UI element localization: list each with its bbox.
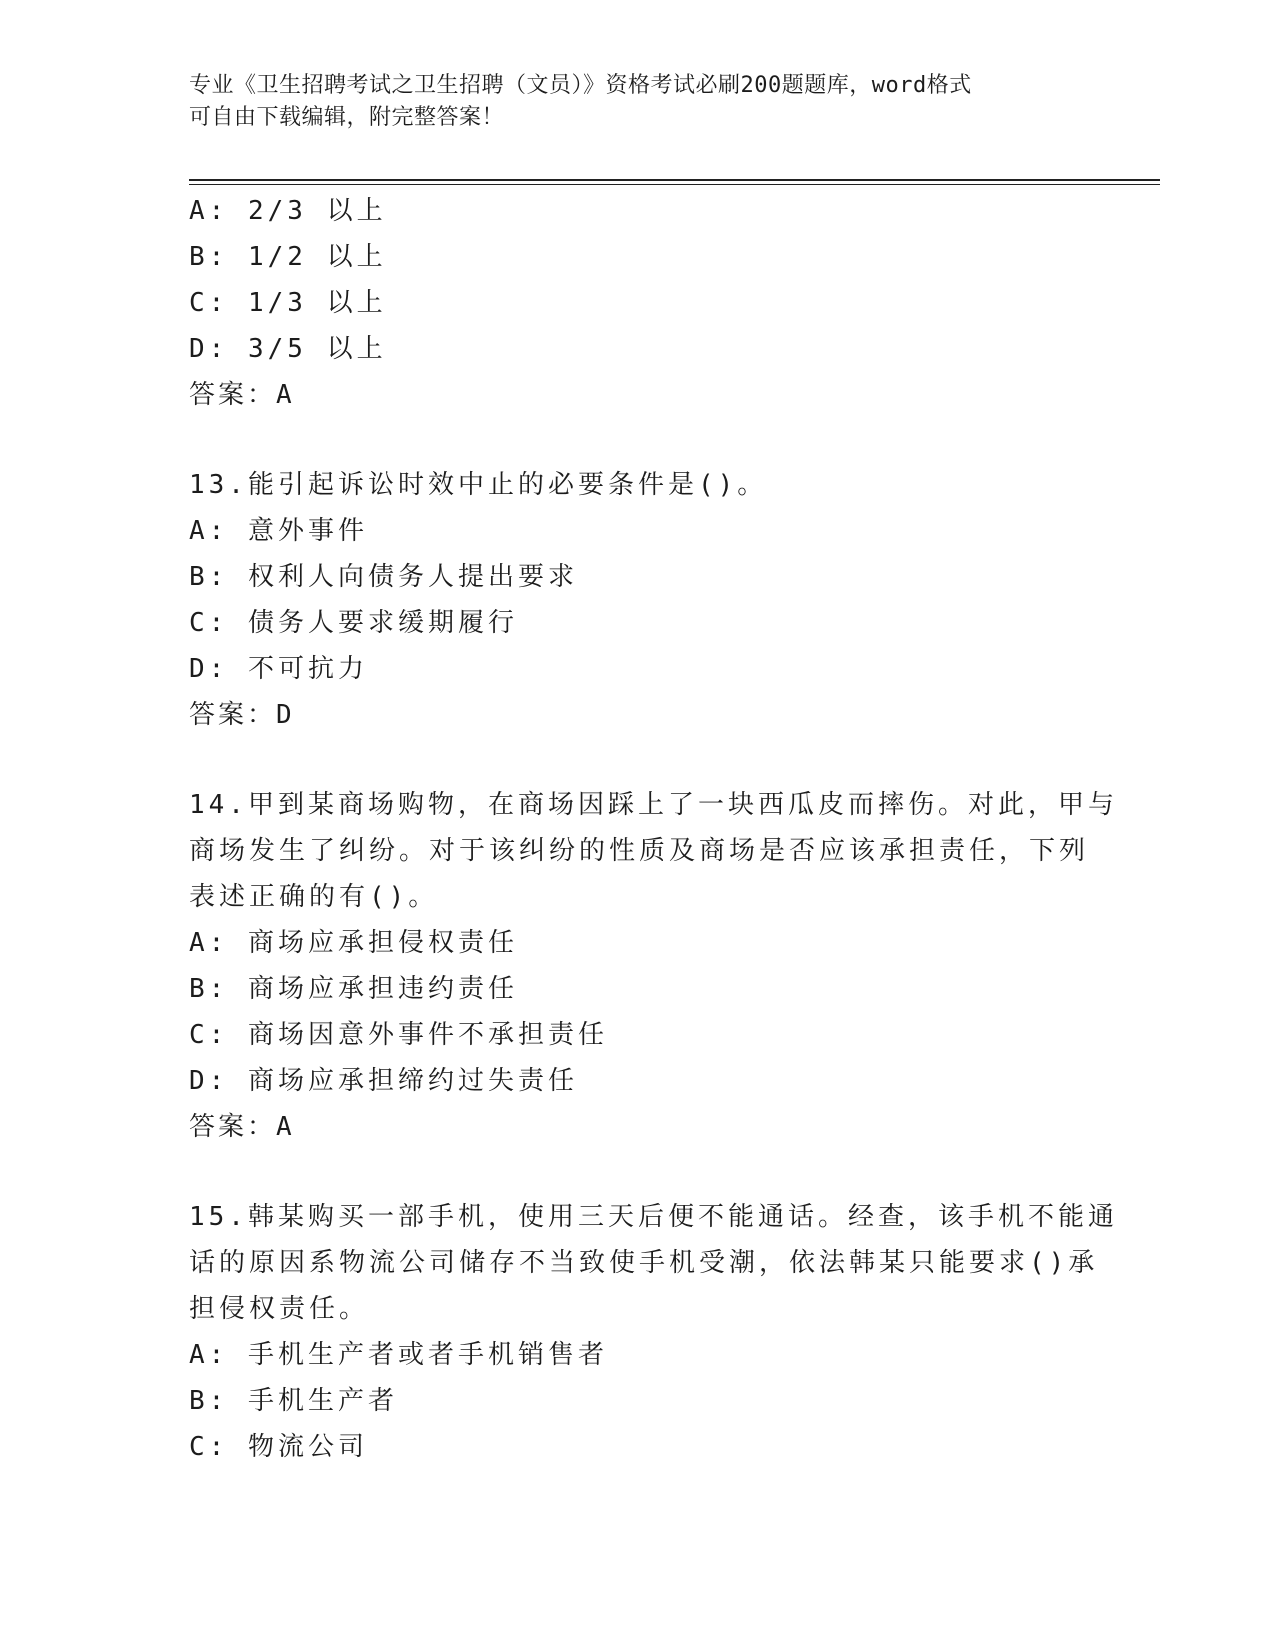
answer-label: 答案： [189, 700, 277, 730]
header-rule-thin [189, 184, 1160, 185]
option-a: A: 意外事件 [189, 516, 368, 546]
option-b: B: 1/2 以上 [189, 242, 387, 272]
option-b: B: 手机生产者 [189, 1386, 398, 1416]
question-12-options [189, 188, 1089, 418]
option-b: B: 商场应承担违约责任 [189, 974, 518, 1004]
question-text: 担侵权责任。 [189, 1294, 370, 1324]
option-d: D: 3/5 以上 [189, 334, 387, 364]
option-c: C: 1/3 以上 [189, 288, 387, 318]
option-a: A: 2/3 以上 [189, 196, 387, 226]
answer-value: D [276, 700, 295, 730]
question-text: 话的原因系物流公司储存不当致使手机受潮，依法韩某只能要求()承 [189, 1248, 1099, 1278]
question-text: 商场发生了纠纷。对于该纠纷的性质及商场是否应该承担责任，下列 [189, 836, 1090, 866]
answer-value: A [276, 380, 295, 410]
question-text: 15.韩某购买一部手机，使用三天后便不能通话。经查，该手机不能通 [189, 1202, 1118, 1232]
question-15 [189, 1194, 1118, 1470]
answer-line [189, 692, 1089, 738]
option-a: A: 手机生产者或者手机销售者 [189, 1340, 608, 1370]
question-text: 表述正确的有()。 [189, 882, 439, 912]
option-a: A: 商场应承担侵权责任 [189, 928, 518, 958]
option-d: D: 不可抗力 [189, 654, 368, 684]
question-14 [189, 782, 1118, 1150]
option-c: C: 债务人要求缓期履行 [189, 608, 518, 638]
option-b: B: 权利人向债务人提出要求 [189, 562, 578, 592]
question-13 [189, 462, 1089, 738]
answer-line [189, 372, 1089, 418]
option-c: C: 商场因意外事件不承担责任 [189, 1020, 608, 1050]
option-c: C: 物流公司 [189, 1432, 368, 1462]
option-d: D: 商场应承担缔约过失责任 [189, 1066, 578, 1096]
question-content [189, 188, 1118, 1470]
document-header [189, 70, 1089, 134]
answer-label: 答案： [189, 380, 277, 410]
question-text: 13.能引起诉讼时效中止的必要条件是()。 [189, 470, 768, 500]
header-rule-thick [189, 179, 1160, 181]
question-text: 14.甲到某商场购物，在商场因踩上了一块西瓜皮而摔伤。对此，甲与 [189, 790, 1118, 820]
answer-value: A [276, 1112, 295, 1142]
header-line-1: 专业《卫生招聘考试之卫生招聘（文员）》资格考试必刷200题题库，word格式 [189, 73, 972, 98]
answer-line [189, 1104, 1089, 1150]
answer-label: 答案： [189, 1112, 277, 1142]
header-line-2: 可自由下载编辑，附完整答案！ [189, 105, 505, 130]
